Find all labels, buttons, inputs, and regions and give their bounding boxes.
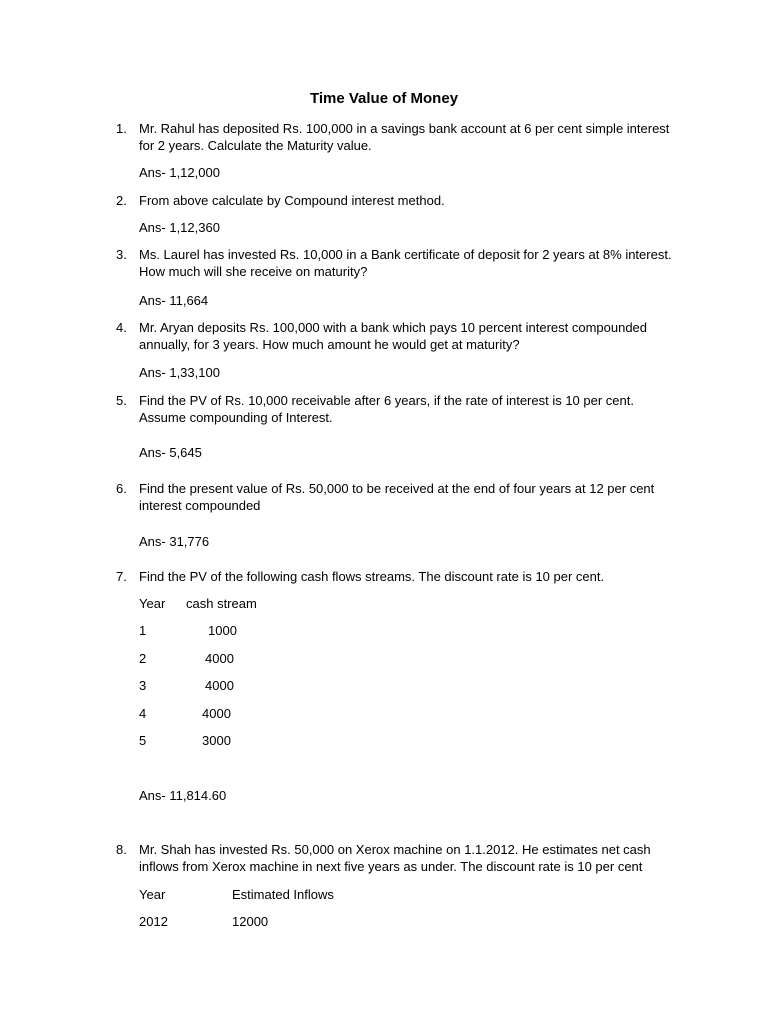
- page-title: Time Value of Money: [309, 90, 459, 107]
- answer-2: Ans- 1,12,360: [139, 220, 220, 235]
- table-cell-year: 3: [139, 678, 147, 693]
- table-cell-year: 2012: [139, 914, 168, 929]
- table-cell-year: 2: [139, 651, 147, 666]
- question-number: 4.: [116, 320, 127, 335]
- question-text: Mr. Aryan deposits Rs. 100,000 with a bank which pays 10 percent interest compounded annually, for 3 years. How much amount he would get at maturity?: [139, 320, 648, 352]
- answer-4: Ans- 1,33,100: [139, 365, 220, 380]
- question-text: Mr. Rahul has deposited Rs. 100,000 in a savings bank account at 6 per cent simple interest for 2 years. Calculate the Maturity value.: [139, 121, 670, 153]
- question-number: 1.: [116, 121, 127, 136]
- question-text: Ms. Laurel has invested Rs. 10,000 in a Bank certificate of deposit for 2 years at 8% interest. How much will she receive on maturity?: [139, 247, 672, 279]
- table-header-year: Year: [139, 596, 166, 611]
- question-number: 7.: [116, 569, 127, 584]
- table-cell-amount: 3000: [202, 733, 231, 748]
- table-cell-year: 5: [139, 733, 147, 748]
- question-number: 6.: [116, 481, 127, 496]
- table-header-estimated-inflows: Estimated Inflows: [232, 887, 334, 902]
- question-text: From above calculate by Compound interest method.: [139, 193, 445, 208]
- table-cell-amount: 1000: [208, 623, 237, 638]
- table-cell-amount: 4000: [202, 706, 231, 721]
- table-cell-year: 4: [139, 706, 147, 721]
- question-number: 3.: [116, 247, 127, 262]
- table-cell-amount: 12000: [232, 914, 269, 929]
- table-cell-year: 1: [139, 623, 147, 638]
- question-number: 2.: [116, 193, 127, 208]
- answer-7: Ans- 11,814.60: [139, 788, 227, 803]
- answer-1: Ans- 1,12,000: [139, 165, 220, 180]
- question-number: 8.: [116, 842, 127, 857]
- question-text: Find the PV of the following cash flows streams. The discount rate is 10 per cent.: [139, 569, 605, 584]
- table-cell-amount: 4000: [205, 678, 234, 693]
- question-number: 5.: [116, 393, 127, 408]
- table-header-year: Year: [139, 887, 166, 902]
- question-text: Find the present value of Rs. 50,000 to be received at the end of four years at 12 per cent interest compounded: [139, 481, 655, 513]
- question-text: Mr. Shah has invested Rs. 50,000 on Xerox machine on 1.1.2012. He estimates net cash inflows from Xerox machine in next five years as under. The discount rate is 10 per cent: [139, 842, 651, 874]
- table-cell-amount: 4000: [205, 651, 234, 666]
- answer-6: Ans- 31,776: [139, 534, 210, 549]
- answer-3: Ans- 11,664: [139, 293, 209, 308]
- table-header-cash-stream: cash stream: [186, 596, 257, 611]
- question-text: Find the PV of Rs. 10,000 receivable after 6 years, if the rate of interest is 10 per cent. Assume compounding of Interest.: [139, 393, 634, 425]
- answer-5: Ans- 5,645: [139, 445, 202, 460]
